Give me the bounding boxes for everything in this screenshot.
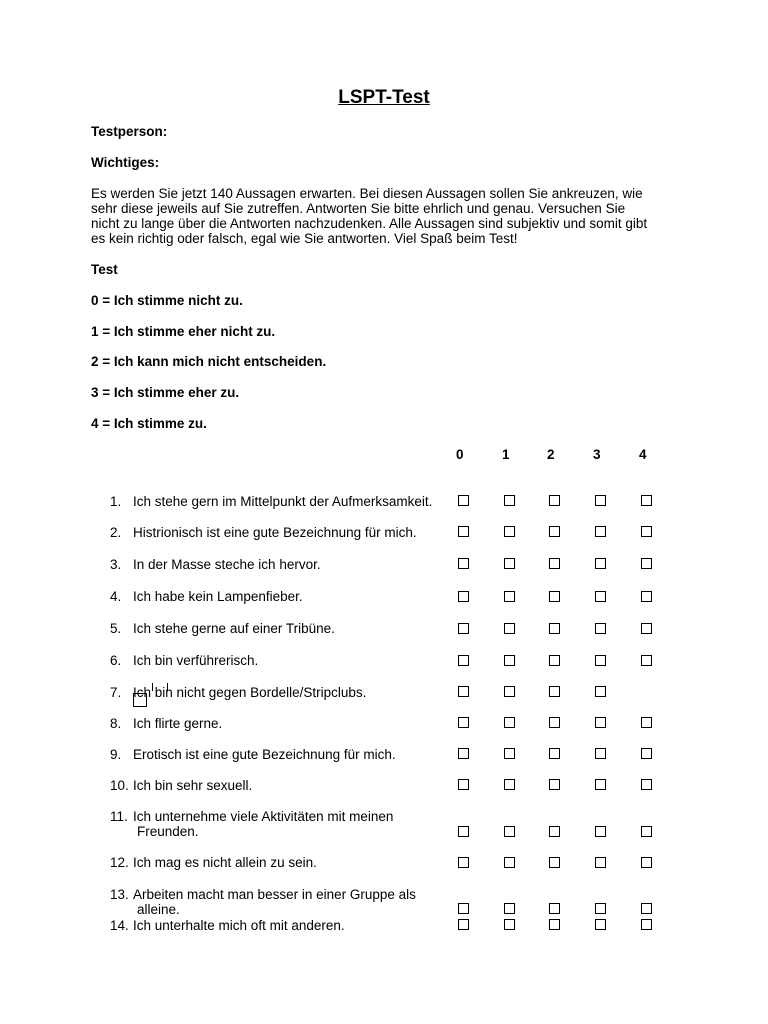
answer-checkbox-2[interactable]	[549, 623, 560, 634]
answer-checkbox-1[interactable]	[504, 686, 515, 697]
answer-checkbox-4[interactable]	[641, 558, 652, 569]
answer-checkbox-0[interactable]	[458, 558, 469, 569]
answer-checkbox-2[interactable]	[549, 779, 560, 790]
answer-checkbox-0[interactable]	[458, 526, 469, 537]
intro-line: nicht zu lange über die Antworten nachzudenken. Alle Aussagen sind subjektiv und somit gibt	[91, 216, 648, 231]
answer-checkbox-0[interactable]	[458, 919, 469, 930]
stray-checkbox-artifact	[133, 693, 147, 707]
answer-checkbox-1[interactable]	[504, 623, 515, 634]
answer-checkbox-0[interactable]	[458, 591, 469, 602]
answer-checkbox-0[interactable]	[458, 779, 469, 790]
item-text	[133, 809, 453, 839]
item-text-line: Arbeiten macht man besser in einer Gruppe als	[133, 887, 416, 902]
item-number: 3.	[110, 557, 122, 572]
answer-checkbox-4[interactable]	[641, 717, 652, 728]
item-number: 1.	[110, 494, 122, 509]
item-text: Ich bin sehr sexuell.	[133, 778, 253, 793]
answer-checkbox-3[interactable]	[595, 686, 606, 697]
answer-checkbox-4[interactable]	[641, 903, 652, 914]
answer-checkbox-3[interactable]	[595, 655, 606, 666]
answer-checkbox-1[interactable]	[504, 717, 515, 728]
answer-checkbox-2[interactable]	[549, 919, 560, 930]
item-text-continuation: Freunden.	[137, 824, 199, 839]
item-number: 13.	[110, 887, 129, 902]
testperson-label: Testperson:	[91, 124, 168, 139]
answer-checkbox-2[interactable]	[549, 558, 560, 569]
item-text: Ich mag es nicht allein zu sein.	[133, 855, 317, 870]
item-text: Ich unterhalte mich oft mit anderen.	[133, 918, 345, 933]
answer-checkbox-0[interactable]	[458, 495, 469, 506]
column-header-2: 2	[547, 447, 555, 462]
answer-checkbox-1[interactable]	[504, 748, 515, 759]
answer-checkbox-2[interactable]	[549, 686, 560, 697]
item-text: Ich bin nicht gegen Bordelle/Stripclubs.	[133, 685, 367, 700]
item-text: Ich habe kein Lampenfieber.	[133, 589, 303, 604]
answer-checkbox-2[interactable]	[549, 526, 560, 537]
item-number: 7.	[110, 685, 122, 700]
answer-checkbox-4[interactable]	[641, 919, 652, 930]
test-heading: Test	[91, 262, 118, 277]
answer-checkbox-3[interactable]	[595, 558, 606, 569]
item-number: 2.	[110, 525, 122, 540]
answer-checkbox-1[interactable]	[504, 558, 515, 569]
answer-checkbox-2[interactable]	[549, 857, 560, 868]
answer-checkbox-1[interactable]	[504, 779, 515, 790]
item-number: 12.	[110, 855, 129, 870]
item-number: 14.	[110, 918, 129, 933]
answer-checkbox-0[interactable]	[458, 717, 469, 728]
answer-checkbox-1[interactable]	[504, 526, 515, 537]
intro-paragraph	[91, 186, 681, 246]
item-text-line: Ich unternehme viele Aktivitäten mit meinen	[133, 809, 394, 824]
item-text: Histrionisch ist eine gute Bezeichnung für mich.	[133, 525, 417, 540]
intro-line: Es werden Sie jetzt 140 Aussagen erwarten. Bei diesen Aussagen sollen Sie ankreuzen, wie	[91, 186, 643, 201]
intro-line: sehr diese jeweils auf Sie zutreffen. Antworten Sie bitte ehrlich und genau. Versuchen Sie	[91, 201, 626, 216]
answer-checkbox-1[interactable]	[504, 495, 515, 506]
item-number: 6.	[110, 653, 122, 668]
item-number: 5.	[110, 621, 122, 636]
scale-0: 0 = Ich stimme nicht zu.	[91, 293, 243, 308]
stray-tick-marks	[152, 683, 168, 691]
answer-checkbox-1[interactable]	[504, 591, 515, 602]
scale-1: 1 = Ich stimme eher nicht zu.	[91, 324, 276, 339]
answer-checkbox-0[interactable]	[458, 686, 469, 697]
answer-checkbox-2[interactable]	[549, 903, 560, 914]
answer-checkbox-2[interactable]	[549, 748, 560, 759]
answer-checkbox-3[interactable]	[595, 919, 606, 930]
answer-checkbox-2[interactable]	[549, 591, 560, 602]
item-text-continuation: alleine.	[137, 902, 180, 917]
answer-checkbox-1[interactable]	[504, 857, 515, 868]
answer-checkbox-3[interactable]	[595, 495, 606, 506]
scale-4: 4 = Ich stimme zu.	[91, 416, 207, 431]
answer-checkbox-3[interactable]	[595, 526, 606, 537]
answer-checkbox-0[interactable]	[458, 903, 469, 914]
column-header-3: 3	[593, 447, 601, 462]
answer-checkbox-3[interactable]	[595, 779, 606, 790]
item-text: Ich stehe gerne auf einer Tribüne.	[133, 621, 335, 636]
column-header-1: 1	[502, 447, 510, 462]
answer-checkbox-0[interactable]	[458, 623, 469, 634]
answer-checkbox-3[interactable]	[595, 623, 606, 634]
answer-checkbox-1[interactable]	[504, 826, 515, 837]
answer-checkbox-3[interactable]	[595, 591, 606, 602]
item-text: Ich stehe gern im Mittelpunkt der Aufmerksamkeit.	[133, 494, 433, 509]
item-text: Ich flirte gerne.	[133, 716, 223, 731]
answer-checkbox-0[interactable]	[458, 748, 469, 759]
item-text: Ich bin verführerisch.	[133, 653, 259, 668]
answer-checkbox-0[interactable]	[458, 826, 469, 837]
item-number: 11.	[110, 809, 128, 824]
answer-checkbox-4[interactable]	[641, 779, 652, 790]
item-number: 8.	[110, 716, 122, 731]
page-title: LSPT-Test	[338, 87, 430, 108]
answer-checkbox-4[interactable]	[641, 591, 652, 602]
column-header-0: 0	[456, 447, 464, 462]
answer-checkbox-1[interactable]	[504, 919, 515, 930]
answer-checkbox-4[interactable]	[641, 748, 652, 759]
answer-checkbox-1[interactable]	[504, 903, 515, 914]
answer-checkbox-1[interactable]	[504, 655, 515, 666]
item-number: 4.	[110, 589, 122, 604]
answer-checkbox-2[interactable]	[549, 826, 560, 837]
answer-checkbox-4[interactable]	[641, 623, 652, 634]
answer-checkbox-3[interactable]	[595, 717, 606, 728]
column-header-4: 4	[639, 447, 647, 462]
answer-checkbox-4[interactable]	[641, 495, 652, 506]
item-number: 9.	[110, 747, 122, 762]
answer-checkbox-3[interactable]	[595, 857, 606, 868]
answer-checkbox-3[interactable]	[595, 748, 606, 759]
answer-checkbox-0[interactable]	[458, 857, 469, 868]
answer-checkbox-2[interactable]	[549, 495, 560, 506]
answer-checkbox-0[interactable]	[458, 655, 469, 666]
answer-checkbox-3[interactable]	[595, 826, 606, 837]
answer-checkbox-2[interactable]	[549, 717, 560, 728]
answer-checkbox-4[interactable]	[641, 826, 652, 837]
scale-2: 2 = Ich kann mich nicht entscheiden.	[91, 354, 327, 369]
scale-3: 3 = Ich stimme eher zu.	[91, 385, 240, 400]
item-text: In der Masse steche ich hervor.	[133, 557, 321, 572]
answer-checkbox-4[interactable]	[641, 526, 652, 537]
intro-line: es kein richtig oder falsch, egal wie Sie antworten. Viel Spaß beim Test!	[91, 231, 518, 246]
answer-checkbox-4[interactable]	[641, 655, 652, 666]
item-text: Erotisch ist eine gute Bezeichnung für mich.	[133, 747, 396, 762]
answer-checkbox-3[interactable]	[595, 903, 606, 914]
answer-checkbox-2[interactable]	[549, 655, 560, 666]
item-number: 10.	[110, 778, 129, 793]
important-label: Wichtiges:	[91, 155, 160, 170]
item-text	[133, 887, 453, 917]
answer-checkbox-4[interactable]	[641, 857, 652, 868]
